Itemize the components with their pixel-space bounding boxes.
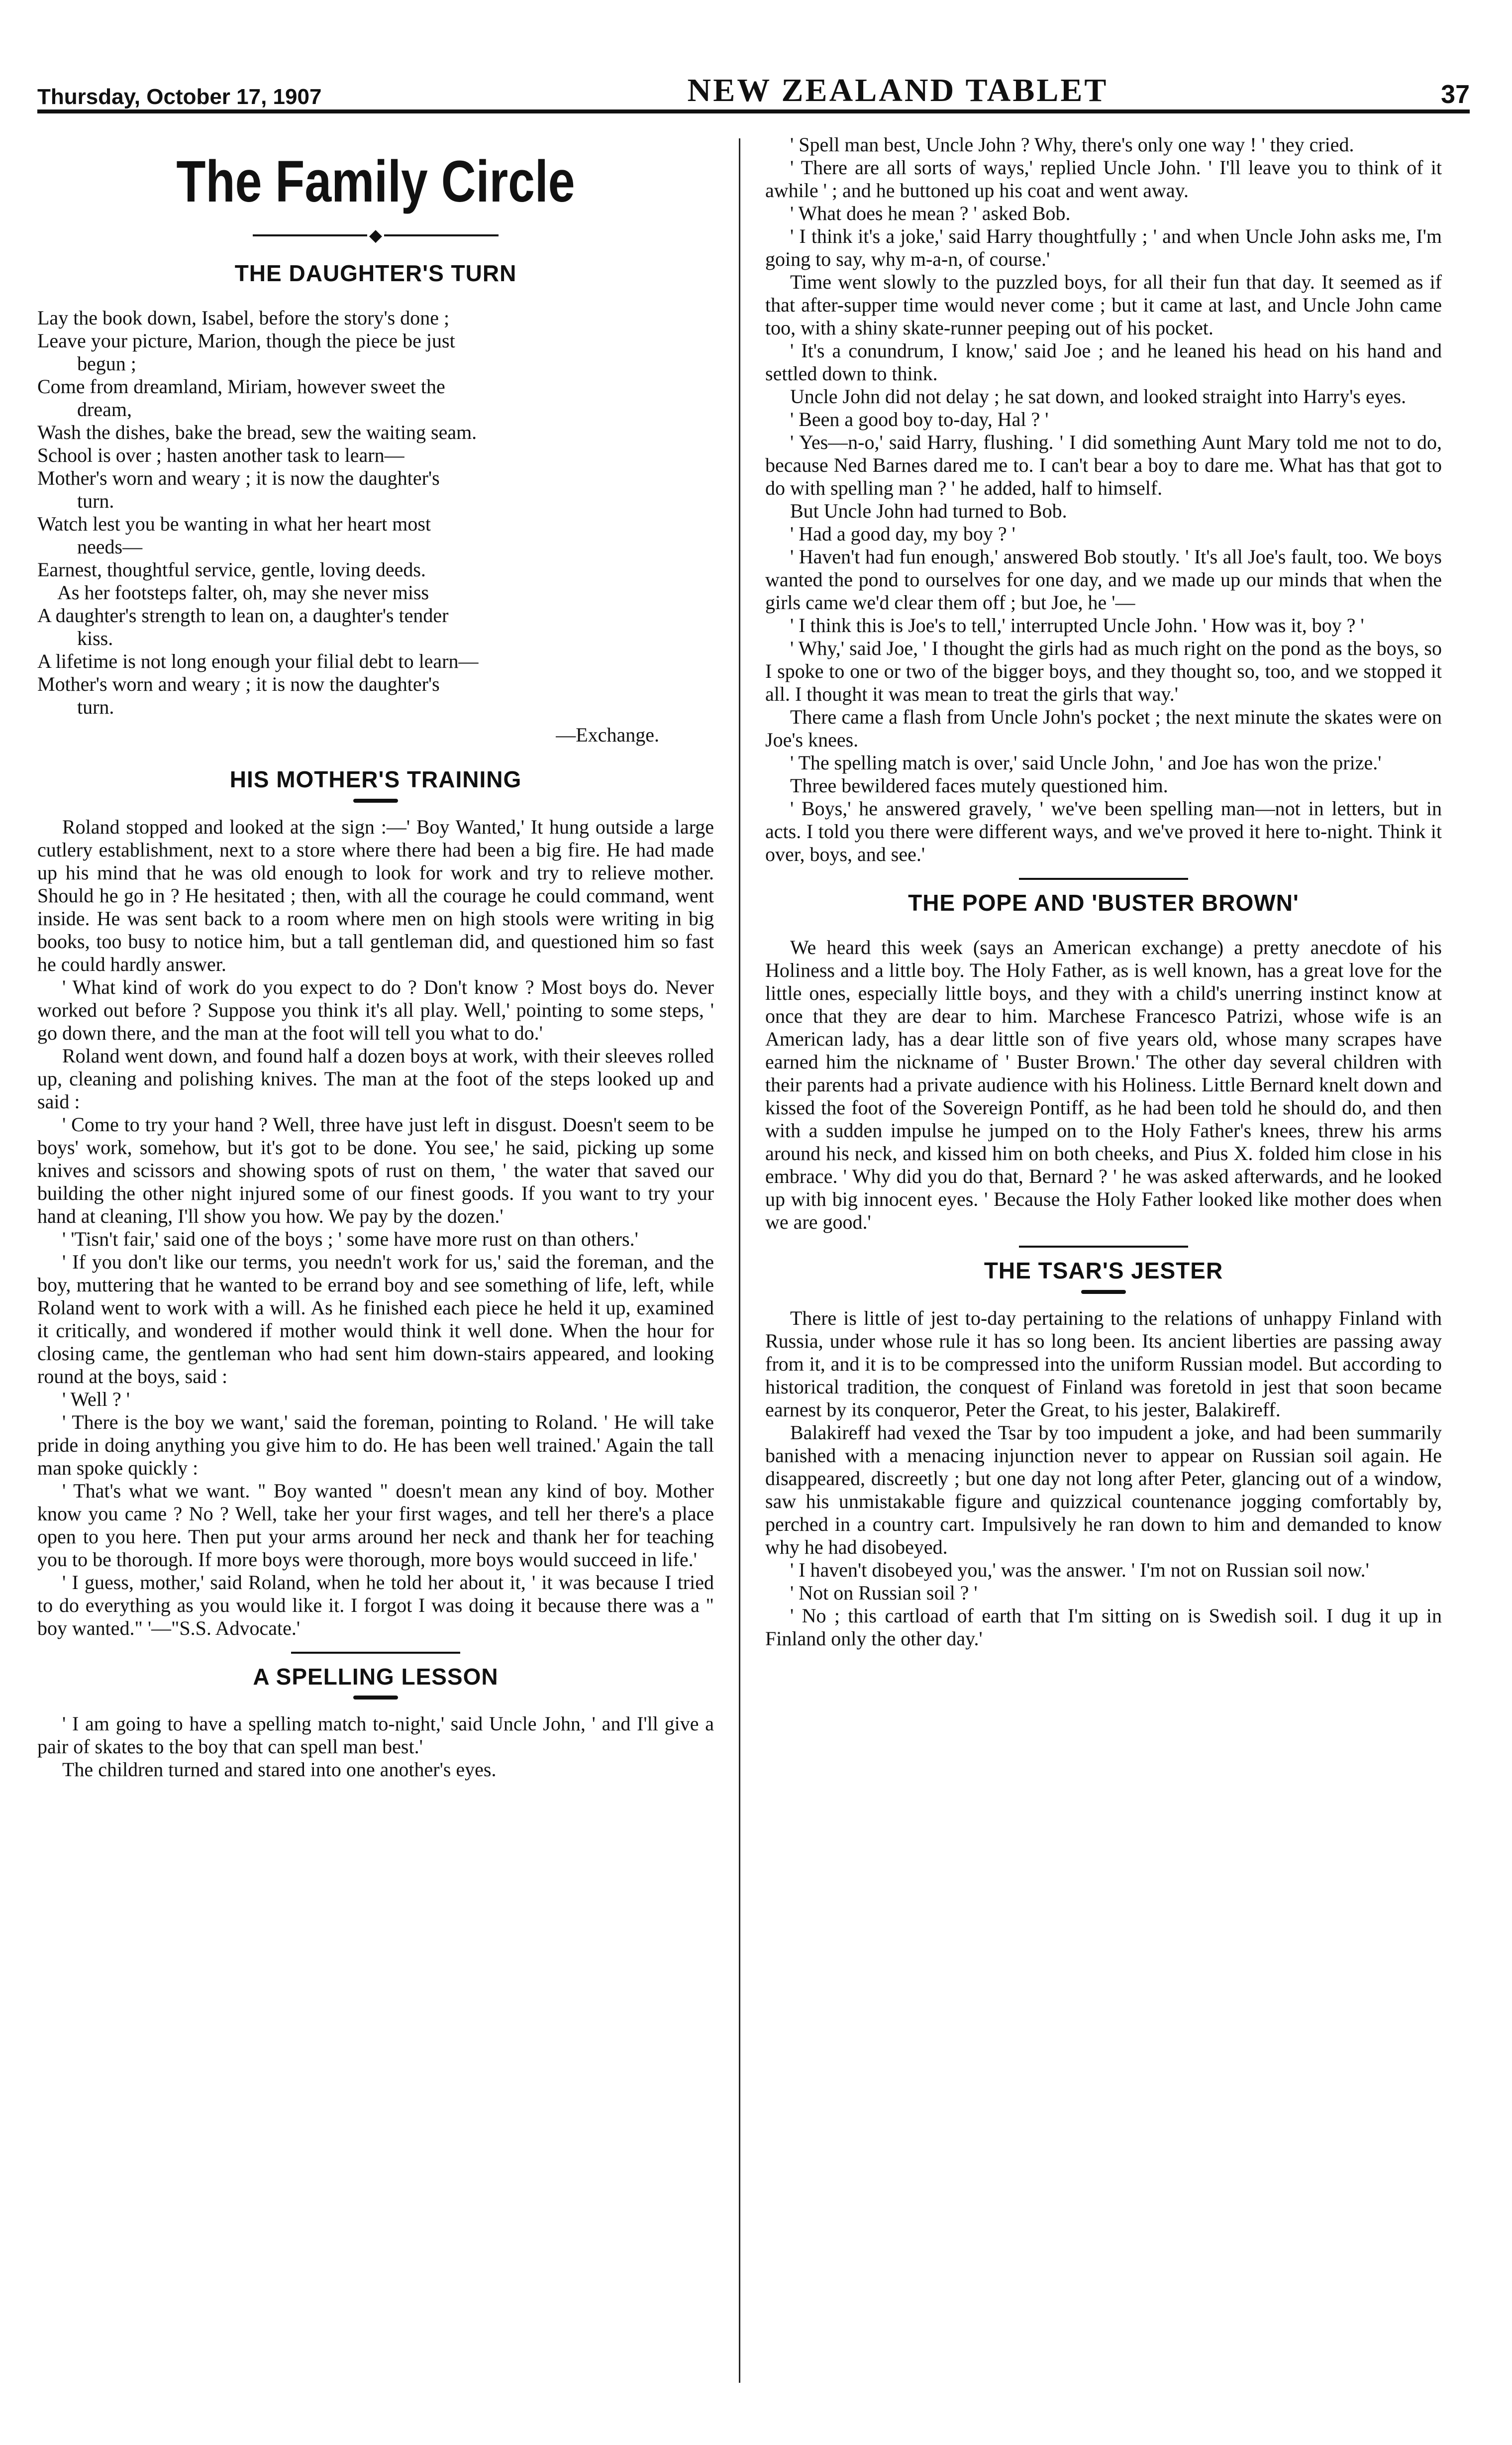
poem-line: School is over ; hasten another task to learn— <box>37 443 404 466</box>
columns <box>37 133 1470 2383</box>
masthead <box>37 72 1470 113</box>
pope-body <box>765 936 1442 1234</box>
article-paragraph: But Uncle John had turned to Bob. <box>790 500 1067 522</box>
article-paragraph: Roland stopped and looked at the sign :—' Boy Wanted,' It hung outside a large cutlery establishment, next to a store where there had been a big fire. He had made up his mind that he was old enough to look for work and try to relieve mother. Should he go in ? He hesitated ; then, with all the courage he could command, went inside. He was sent back to a room where men on high stools were writing in big books, too busy to notice him, but a tall gentleman did, and questioned him so fast he could hardly answer. <box>37 815 714 975</box>
daughters-turn-poem <box>37 307 714 719</box>
section-title: The Family Circle <box>176 149 575 214</box>
article-paragraph: ' What kind of work do you expect to do ? Don't know ? Most boys do. Never worked out before ? Suppose you think it's all play. Well,' pointing to some steps, ' go down there, and the man at the foot will tell you what to do.' <box>37 975 714 1044</box>
heading-ornament <box>1081 1290 1126 1294</box>
section-divider <box>1019 878 1188 880</box>
article-paragraph: ' I think it's a joke,' said Harry thoughtfully ; ' and when Uncle John asks me, I'm going to say, why m-a-n, of course.' <box>765 225 1442 270</box>
article-paragraph: We heard this week (says an American exchange) a pretty anecdote of his Holiness and a little boy. The Holy Father, as is well known, has a great love for the little ones, especially little boys, and they with a child's unerring instinct know at once that they are dear to him. Marchese Francesco Patrizi, whose wife is an American lady, has a dear little son of five years old, whose many scrapes have earned him the nickname of ' Buster Brown.' The other day several children with their parents had a private audience with his Holiness. Little Bernard knelt down and kissed the foot of the Sovereign Pontiff, as he had been told he should do, and then with a sudden impulse he jumped on to the Holy Father's knees, threw his arms around his neck, and kissed him on both cheeks, and Pius X. folded him close in his embrace. ' Why did you do that, Bernard ? ' he was asked afterwards, and he looked up with big innocent eyes. ' Because the Holy Father looked like mother does when we are good.' <box>765 936 1442 1233</box>
section-divider <box>1019 1246 1188 1248</box>
section-divider <box>291 1652 460 1654</box>
article-paragraph: ' Well ? ' <box>62 1387 130 1410</box>
ornament-line <box>253 234 367 236</box>
mothers-training-body <box>37 816 714 1640</box>
article-paragraph: The children turned and stared into one another's eyes. <box>62 1758 497 1781</box>
article-paragraph: ' Not on Russian soil ? ' <box>790 1581 978 1604</box>
right-column <box>750 133 1442 2383</box>
poem-line: A lifetime is not long enough your filial debt to learn— <box>37 649 479 672</box>
issue-date: Thursday, October 17, 1907 <box>37 85 322 109</box>
poem-line: Watch lest you be wanting in what her heart most <box>37 512 431 535</box>
article-paragraph: Time went slowly to the puzzled boys, for all their fun that day. It seemed as if that after-supper time would never come ; but it came at last, and Uncle John came too, with a shiny skate-runner peeping out of his pocket. <box>765 271 1442 339</box>
poem-line: needs— <box>77 535 143 558</box>
poem-line: begun ; <box>77 352 136 375</box>
daughters-turn-heading: THE DAUGHTER'S TURN <box>234 260 517 286</box>
article-paragraph: ' The spelling match is over,' said Uncle John, ' and Joe has won the prize.' <box>790 751 1382 774</box>
poem-line: Earnest, thoughtful service, gentle, loving deeds. <box>37 558 426 581</box>
article-paragraph: ' Come to try your hand ? Well, three have just left in disgust. Doesn't seem to be boys' work, somehow, but it's got to be done. You see,' he said, picking up some knives and scissors and showing spots of rust on them, ' the water that saved our building the other night injured some of our finest goods. If you want to try your hand at cleaning, I'll show you how. We pay by the dozen.' <box>37 1113 714 1227</box>
poem-line: Mother's worn and weary ; it is now the daughter's <box>37 466 440 489</box>
article-paragraph: ' Spell man best, Uncle John ? Why, there's only one way ! ' they cried. <box>790 133 1354 156</box>
article-paragraph: ' What does he mean ? ' asked Bob. <box>790 202 1071 224</box>
poem-line: A daughter's strength to lean on, a daughter's tender <box>37 604 449 627</box>
article-paragraph: Uncle John did not delay ; he sat down, and looked straight into Harry's eyes. <box>790 385 1407 408</box>
poem-line: turn. <box>77 695 114 718</box>
article-paragraph: ' There is the boy we want,' said the foreman, pointing to Roland. ' He will take pride in doing anything you give him to do. He has been well trained.' Again the tall man spoke quickly : <box>37 1410 714 1479</box>
page-number: 37 <box>1441 80 1470 109</box>
diamond-icon: ◆ <box>369 226 383 245</box>
article-paragraph: ' I guess, mother,' said Roland, when he told her about it, ' it was because I tried to do everything as you would like it. I forgot I was doing it because there was a " boy wanted." '—"S.S. Advocate.' <box>37 1571 714 1639</box>
spelling-lesson-body-cont <box>765 133 1442 866</box>
left-column <box>37 133 729 2383</box>
article-paragraph: ' I am going to have a spelling match to-night,' said Uncle John, ' and I'll give a pair of skates to the boy that can spell man best.' <box>37 1712 714 1758</box>
article-paragraph: ' No ; this cartload of earth that I'm sitting on is Swedish soil. I dug it up in Finland only the other day.' <box>765 1604 1442 1650</box>
spelling-lesson-heading: A SPELLING LESSON <box>253 1663 499 1690</box>
article-paragraph: ' I think this is Joe's to tell,' interrupted Uncle John. ' How was it, boy ? ' <box>790 614 1364 637</box>
article-paragraph: ' Boys,' he answered gravely, ' we've been spelling man—not in letters, but in acts. I told you there were different ways, and we've proved it here to-night. Think it over, boys, and see.' <box>765 797 1442 865</box>
tsars-jester-body <box>765 1307 1442 1650</box>
article-paragraph: ' It's a conundrum, I know,' said Joe ; and he leaned his head on his hand and settled down to think. <box>765 339 1442 385</box>
poem-line: Wash the dishes, bake the bread, sew the waiting seam. <box>37 421 477 443</box>
poem-line: kiss. <box>77 627 113 649</box>
ornament-line <box>384 234 499 236</box>
article-paragraph: ' Why,' said Joe, ' I thought the girls had as much right on the pond as the boys, so I spoke to one or two of the bigger boys, and they thought so, too, and we stopped it all. I thought it was mean to treat the girls that way.' <box>765 637 1442 705</box>
article-paragraph: Roland went down, and found half a dozen boys at work, with their sleeves rolled up, cleaning and polishing knives. The man at the foot of the steps looked up and said : <box>37 1044 714 1113</box>
article-paragraph: There is little of jest to-day pertaining to the relations of unhappy Finland with Russia, under whose rule it has so long been. Its ancient liberties are passing away from it, and it is to be compressed into the uniform Russian model. But according to historical tradition, the conquest of Finland was foretold in jest that soon became earnest by its conqueror, Peter the Great, to his jester, Balakireff. <box>765 1306 1442 1421</box>
tsars-jester-heading: THE TSAR'S JESTER <box>984 1257 1223 1283</box>
article-paragraph: ' Had a good day, my boy ? ' <box>790 523 1015 545</box>
heading-ornament <box>353 799 398 803</box>
article-paragraph: Balakireff had vexed the Tsar by too impudent a joke, and had been summarily banished with a menacing injunction never to appear on Russian soil again. He disappeared, discreetly ; but one day not long after Peter, glancing out of a window, saw his unmistakable figure and quizzical countenance jogging comfortably by, perched in a country cart. Impulsively he ran down to him and demanded to know why he had disobeyed. <box>765 1421 1442 1558</box>
article-paragraph: ' Yes—n-o,' said Harry, flushing. ' I did something Aunt Mary told me not to do, because Ned Barnes dared me to. I can't bear a boy to dare me. What has that got to do with spelling man ? ' he added, half to himself. <box>765 431 1442 499</box>
poem-source: —Exchange. <box>556 723 659 746</box>
poem-line: Leave your picture, Marion, though the piece be just <box>37 329 455 352</box>
article-paragraph: ' That's what we want. " Boy wanted " doesn't mean any kind of boy. Mother know you came ? No ? Well, take her your first wages, and tell her there's a place open to you here. Then put your arms around her neck and thank her for teaching you to be thorough. If more boys were thorough, more boys would succeed in life.' <box>37 1479 714 1571</box>
pope-heading: THE POPE AND 'BUSTER BROWN' <box>908 890 1299 916</box>
article-paragraph: ' I haven't disobeyed you,' was the answer. ' I'm not on Russian soil now.' <box>790 1558 1369 1581</box>
poem-line: Come from dreamland, Miriam, however sweet the <box>37 375 445 398</box>
title-ornament <box>37 226 714 245</box>
article-paragraph: Three bewildered faces mutely questioned him. <box>790 774 1168 797</box>
mothers-training-heading: HIS MOTHER'S TRAINING <box>229 766 522 792</box>
article-paragraph: ' Haven't had fun enough,' answered Bob stoutly. ' It's all Joe's fault, too. We boys wanted the pond to ourselves for one day, and we made up our minds that when the girls came we'd clear them off ; but Joe, he '— <box>765 545 1442 614</box>
poem-line: Lay the book down, Isabel, before the story's done ; <box>37 306 450 329</box>
article-paragraph: ' There are all sorts of ways,' replied Uncle John. ' I'll leave you to think of it awhile ' ; and he buttoned up his coat and went away. <box>765 156 1442 202</box>
article-paragraph: ' If you don't like our terms, you needn't work for us,' said the foreman, and the boy, muttering that he wanted to be errand boy and see something of life, left, while Roland went to work with a will. As he finished each piece he held it up, examined it critically, and wondered if mother would think it well done. When the hour for closing came, the gentleman who had sent him down-stairs appeared, and looking round at the boys, said : <box>37 1250 714 1387</box>
poem-line: turn. <box>77 489 114 512</box>
article-paragraph: There came a flash from Uncle John's pocket ; the next minute the skates were on Joe's knees. <box>765 706 1442 751</box>
article-paragraph: ' Been a good boy to-day, Hal ? ' <box>790 408 1049 430</box>
poem-line: As her footsteps falter, oh, may she never miss <box>57 581 429 604</box>
heading-ornament <box>353 1696 398 1700</box>
spelling-lesson-body-start <box>37 1712 714 1781</box>
newspaper-title: NEW ZEALAND TABLET <box>687 72 1109 108</box>
poem-line: dream, <box>77 398 132 421</box>
column-rule <box>739 138 740 2383</box>
poem-line: Mother's worn and weary ; it is now the daughter's <box>37 672 440 695</box>
spacer <box>765 921 1442 936</box>
article-paragraph: ' 'Tisn't fair,' said one of the boys ; ' some have more rust on than others.' <box>62 1227 638 1250</box>
